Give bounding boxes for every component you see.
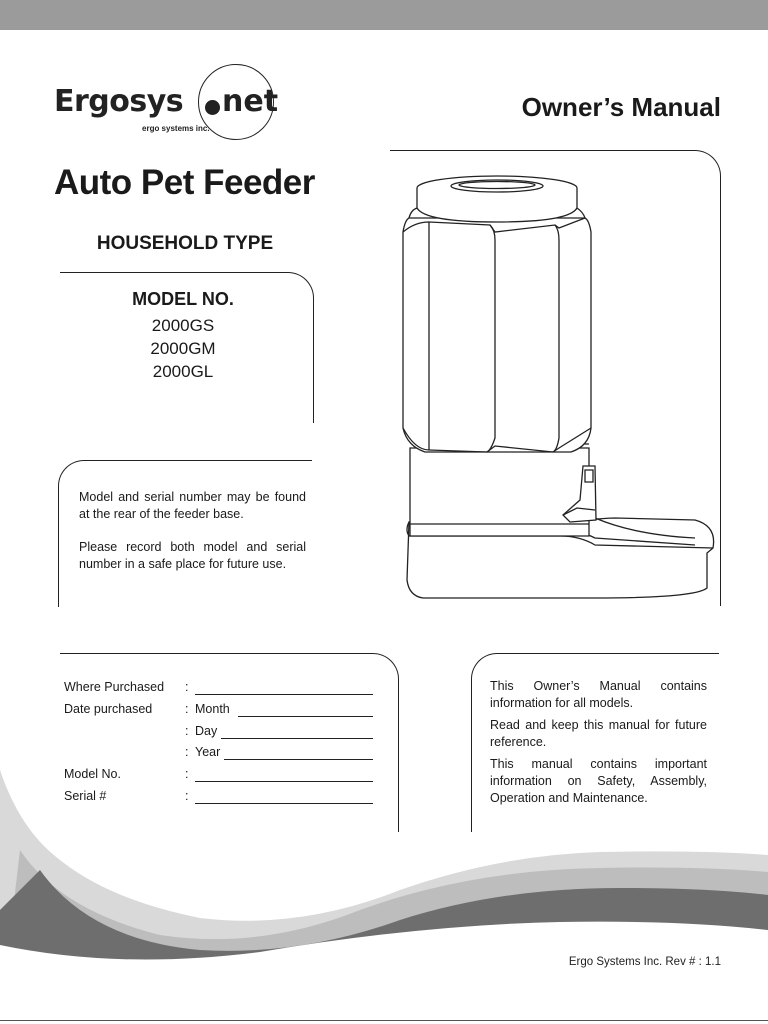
day-field[interactable]: [221, 738, 373, 739]
decorative-wave: [0, 770, 768, 1020]
colon: :: [185, 767, 189, 781]
product-title: Auto Pet Feeder: [54, 163, 315, 202]
manual-title: Owner’s Manual: [521, 92, 721, 122]
date-purchased-label: Date purchased: [64, 702, 153, 716]
model-number-item: 2000GL: [152, 362, 214, 381]
colon: :: [185, 789, 189, 803]
serial-note-paragraph-1: Model and serial number may be found at the rear of the feeder base.: [79, 490, 306, 521]
model-number-item: 2000GS: [151, 316, 215, 335]
bottom-divider: [0, 1020, 768, 1021]
where-purchased-field[interactable]: [195, 694, 373, 695]
model-number-heading: MODEL NO.: [132, 289, 234, 309]
model-no-label: Model No.: [64, 767, 121, 781]
logo-subtitle: ergo systems inc.: [142, 124, 210, 133]
colon: :: [185, 745, 189, 759]
info-paragraph-3: This manual contains important information on Safety, Assembly, Operation and Maintenance.: [490, 757, 707, 805]
footer-revision: Ergo Systems Inc. Rev # : 1.1: [568, 956, 721, 968]
colon: :: [185, 702, 189, 716]
info-paragraph-1: This Owner’s Manual contains information for all models.: [490, 679, 707, 710]
logo-dot: [205, 100, 220, 115]
month-field[interactable]: [238, 716, 373, 717]
info-paragraph-2: Read and keep this manual for future reference.: [490, 718, 707, 749]
household-type-heading: HOUSEHOLD TYPE: [96, 233, 274, 254]
logo-net-text: net: [222, 84, 279, 119]
year-field[interactable]: [224, 759, 373, 760]
serial-note-paragraph-2: Please record both model and serial number in a safe place for future use.: [79, 540, 306, 571]
serial-note-box: [58, 460, 312, 607]
model-number-item: 2000GM: [150, 339, 216, 358]
model-number-list: [60, 314, 306, 383]
colon: :: [185, 680, 189, 694]
auto-pet-feeder-drawing: [395, 170, 720, 605]
logo-text: Ergosys: [54, 84, 184, 119]
year-label: Year: [195, 745, 221, 759]
ergosys-logo: [54, 62, 284, 142]
where-purchased-label: Where Purchased: [64, 680, 165, 694]
day-label: Day: [195, 724, 218, 738]
model-number-box: [60, 272, 314, 423]
top-bar: [0, 0, 768, 30]
serial-label: Serial #: [64, 789, 107, 803]
colon: :: [185, 724, 189, 738]
month-label: Month: [195, 702, 230, 716]
